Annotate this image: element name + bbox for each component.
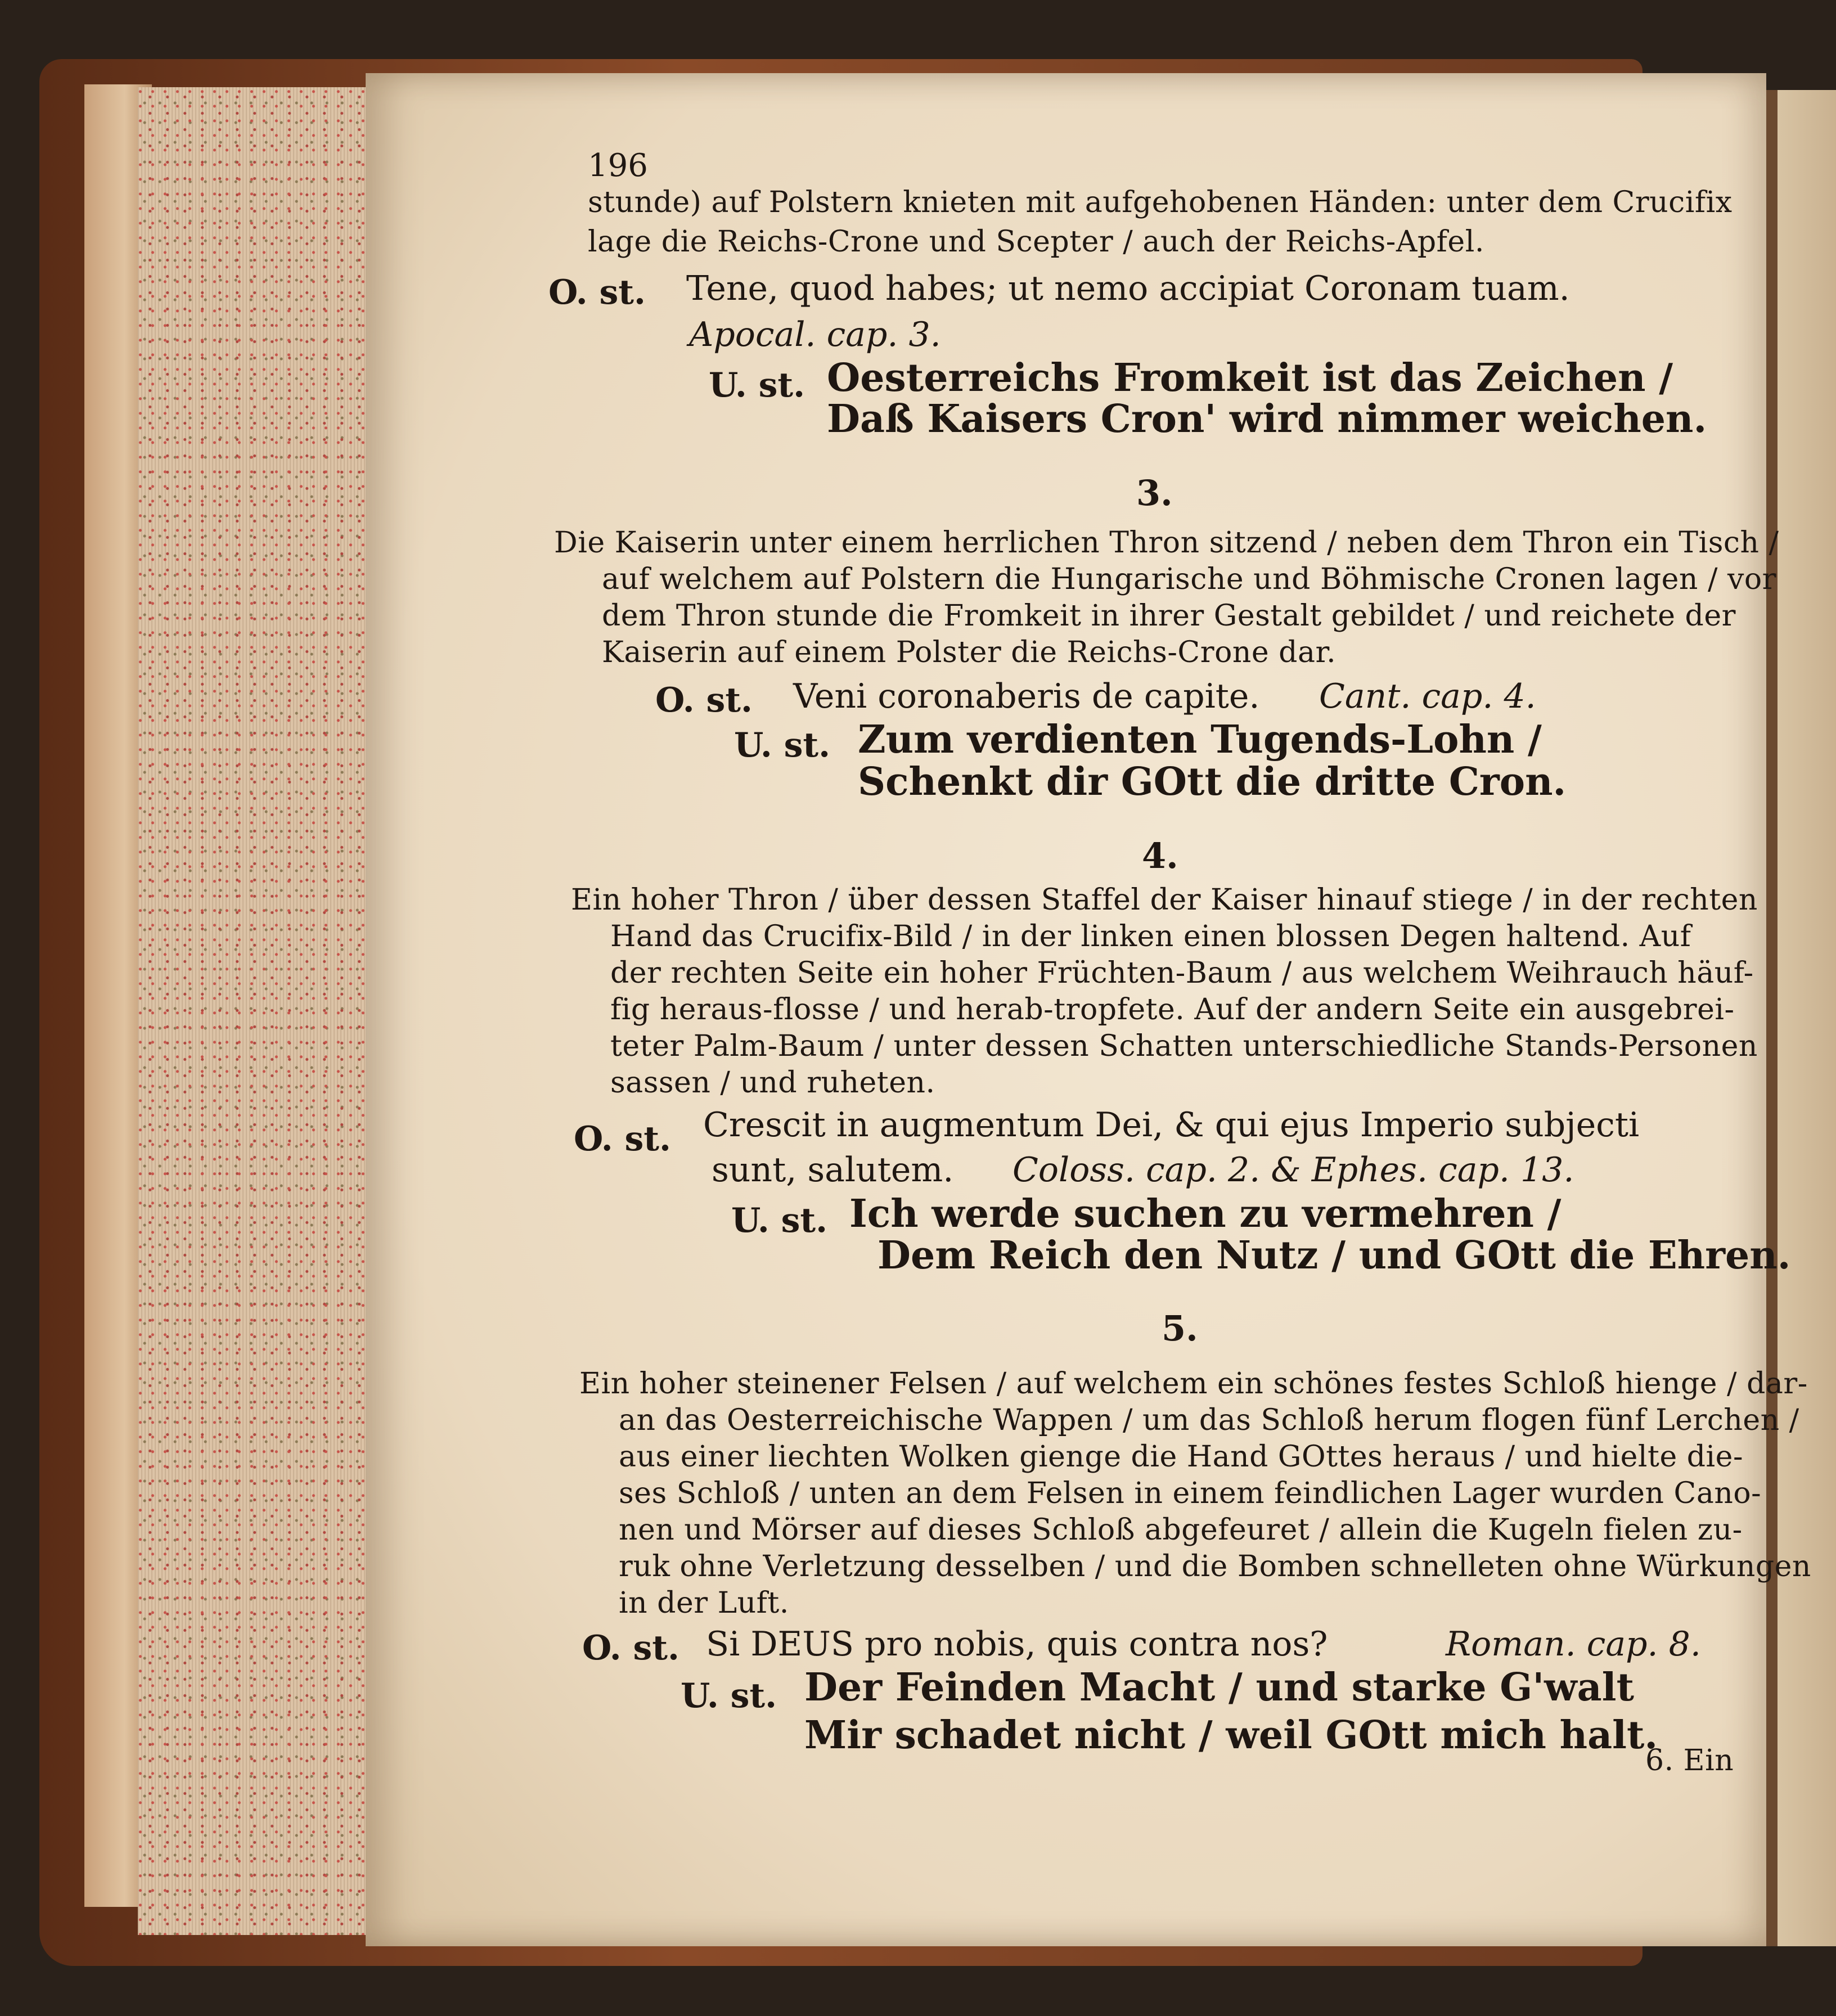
description-line: Kaiserin auf einem Polster die Reichs-Crone dar. (602, 636, 1336, 669)
description-line: Die Kaiserin unter einem herrlichen Thron sitzend / neben dem Thron ein Tisch / (554, 526, 1779, 560)
latin-motto: Si DEUS pro nobis, quis contra nos? (706, 1624, 1328, 1664)
latin-motto: Tene, quod habes; ut nemo accipiat Coronam tuam. (686, 269, 1570, 308)
description-line: Hand das Crucifix-Bild / in der linken einen blossen Degen haltend. Auf (610, 920, 1691, 953)
o-label: O. st. (582, 1628, 680, 1668)
german-verse: Dem Reich den Nutz / und GOtt die Ehren. (878, 1233, 1791, 1278)
catchword: 6. Ein (1645, 1744, 1734, 1778)
section-number: 5. (1162, 1308, 1198, 1349)
description-line: Ein hoher steinener Felsen / auf welchem ein schönes festes Schloß hienge / dar- (579, 1367, 1808, 1401)
latin-motto: sunt, salutem. (712, 1150, 954, 1190)
description-line: der rechten Seite ein hoher Früchten-Baum / aus welchem Weihrauch häuf- (610, 956, 1754, 990)
german-verse: Zum verdienten Tugends-Lohn / (858, 717, 1542, 762)
o-label: O. st. (574, 1119, 671, 1159)
intro-line: stunde) auf Polstern knieten mit aufgehobenen Händen: unter dem Crucifix (588, 186, 1732, 219)
description-line: ruk ohne Verletzung desselben / und die Bomben schnelleten ohne Würkungen (619, 1550, 1811, 1583)
o-label: O. st. (655, 681, 753, 720)
german-verse: Ich werde suchen zu vermehren / (849, 1191, 1562, 1236)
german-verse: Daß Kaisers Cron' wird nimmer weichen. (827, 397, 1707, 442)
german-verse: Oesterreichs Fromkeit ist das Zeichen / (827, 356, 1673, 400)
latin-citation: Coloss. cap. 2. & Ephes. cap. 13. (1012, 1150, 1574, 1190)
u-label: U. st. (709, 366, 805, 405)
description-line: dem Thron stunde die Fromkeit in ihrer Gestalt gebildet / und reichete der (602, 599, 1736, 633)
u-label: U. st. (681, 1676, 777, 1716)
description-line: an das Oesterreichische Wappen / um das Schloß herum flogen fünf Lerchen / (619, 1403, 1799, 1437)
description-line: sassen / und ruheten. (610, 1066, 935, 1100)
u-label: U. st. (731, 1201, 827, 1240)
description-line: Ein hoher Thron / über dessen Staffel der Kaiser hinauf stiege / in der rechten (571, 883, 1758, 917)
description-line: in der Luft. (619, 1586, 789, 1620)
latin-citation: Roman. cap. 8. (1446, 1624, 1701, 1664)
description-line: nen und Mörser auf dieses Schloß abgefeuret / allein die Kugeln fielen zu- (619, 1513, 1743, 1547)
intro-line: lage die Reichs-Crone und Scepter / auch der Reichs-Apfel. (588, 225, 1484, 259)
german-verse: Mir schadet nicht / weil GOtt mich halt. (804, 1713, 1658, 1758)
page-number: 196 (588, 147, 648, 184)
o-label: O. st. (548, 273, 646, 312)
latin-motto: Veni coronaberis de capite. (793, 677, 1260, 716)
latin-citation: Cant. cap. 4. (1319, 677, 1536, 716)
description-line: fig heraus-flosse / und herab-tropfete. Auf der andern Seite ein ausgebrei- (610, 993, 1735, 1027)
description-line: teter Palm-Baum / unter dessen Schatten unterschiedliche Stands-Personen (610, 1029, 1758, 1063)
description-line: ses Schloß / unten an dem Felsen in einem feindlichen Lager wurden Cano- (619, 1477, 1762, 1510)
german-verse: Schenkt dir GOtt die dritte Cron. (858, 759, 1567, 804)
section-number: 4. (1142, 835, 1178, 876)
description-line: aus einer liechten Wolken gienge die Hand GOttes heraus / und hielte die- (619, 1440, 1744, 1474)
section-number: 3. (1136, 472, 1173, 514)
german-verse: Der Feinden Macht / und starke G'walt (804, 1665, 1634, 1710)
latin-motto: Crescit in augmentum Dei, & qui ejus Imperio subjecti (703, 1105, 1640, 1145)
latin-citation: Apocal. cap. 3. (689, 315, 941, 354)
u-label: U. st. (734, 726, 830, 765)
description-line: auf welchem auf Polstern die Hungarische und Böhmische Cronen lagen / vor (602, 562, 1777, 596)
